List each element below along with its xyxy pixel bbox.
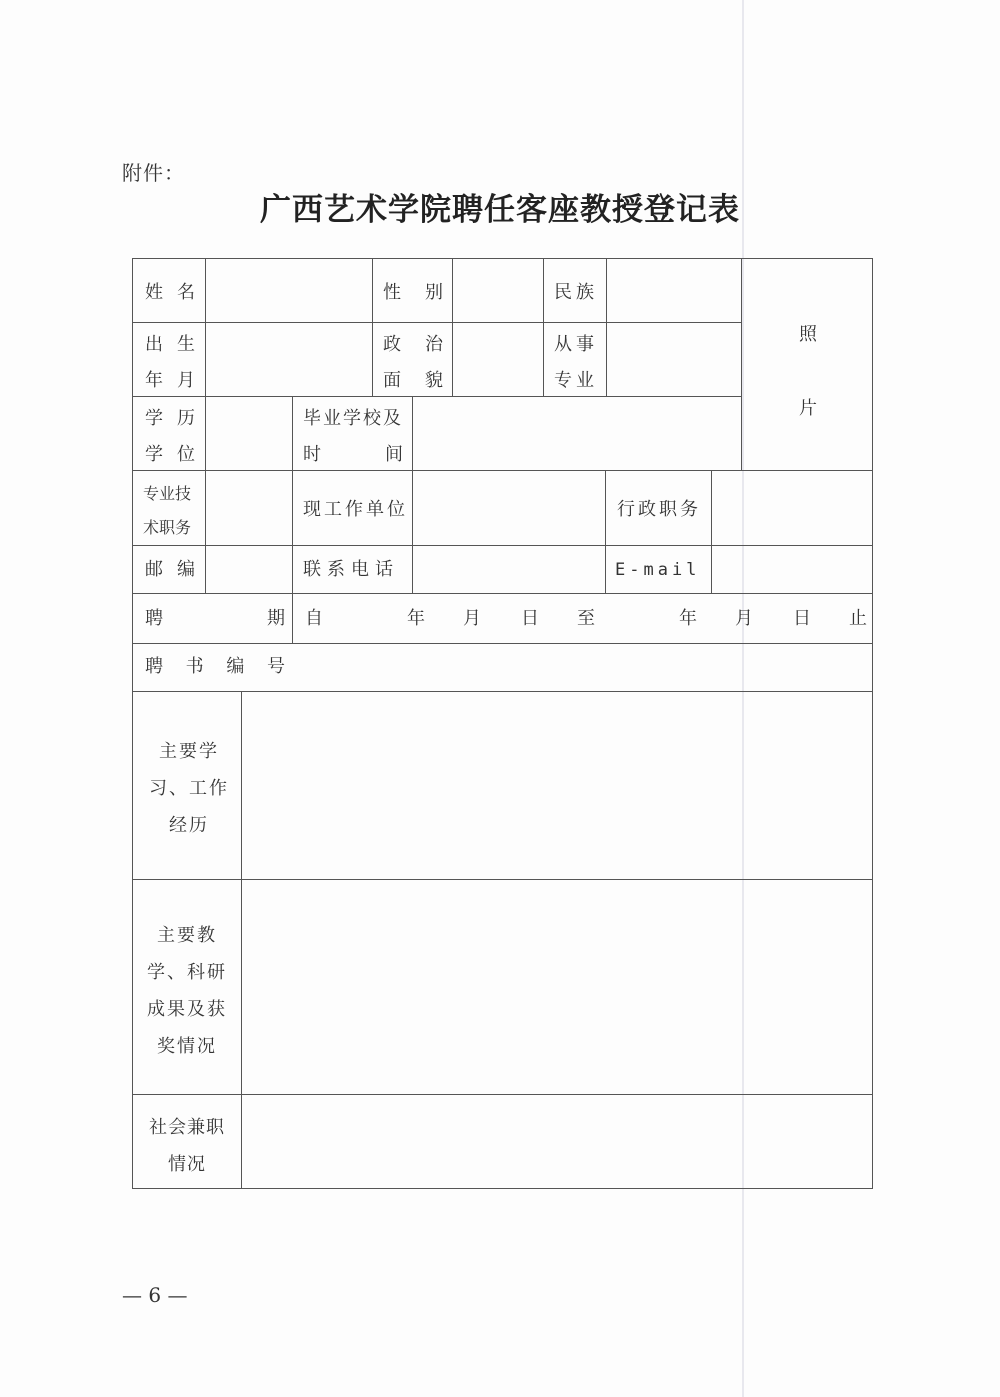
social-field[interactable]: [242, 1095, 872, 1188]
label-major-1: 从事: [554, 334, 598, 355]
label-admin-post: 行政职务: [617, 499, 701, 520]
gender-field[interactable]: [453, 259, 543, 322]
label-protitle-1: 专业技: [143, 484, 192, 503]
label-gender-1: 性: [383, 282, 401, 303]
label-birth-2: 生: [177, 334, 195, 355]
label-phone: 联系电话: [303, 559, 399, 580]
label-experience-2: 习、工作: [149, 778, 229, 799]
ethnicity-field[interactable]: [607, 259, 741, 322]
label-email: E-mail: [615, 560, 701, 580]
term-to: 至: [577, 608, 595, 629]
label-school-3: 间: [385, 444, 403, 465]
label-protitle-2: 术职务: [143, 518, 192, 537]
label-birth-1: 出: [145, 334, 163, 355]
label-birth-4: 月: [177, 370, 195, 391]
attachment-label: 附件：: [122, 161, 185, 185]
term-month-2: 月: [735, 608, 753, 629]
label-name-1: 姓: [145, 282, 163, 303]
term-year-1: 年: [407, 608, 425, 629]
label-ethnicity: 民族: [554, 282, 598, 303]
label-experience-3: 经历: [169, 815, 209, 836]
term-end: 止: [849, 608, 867, 629]
form-title: 广西艺术学院聘任客座教授登记表: [260, 192, 740, 228]
cert-number-field[interactable]: [293, 644, 872, 691]
term-year-2: 年: [679, 608, 697, 629]
term-day-2: 日: [793, 608, 811, 629]
label-term-2: 期: [267, 608, 285, 629]
name-field[interactable]: [206, 259, 372, 322]
label-edu-2: 历: [177, 408, 195, 429]
label-achieve-1: 主要教: [157, 925, 217, 946]
label-photo-2: 片: [799, 398, 817, 419]
label-postcode-1: 邮: [145, 559, 163, 580]
label-achieve-2: 学、科研: [147, 962, 227, 983]
label-experience-1: 主要学: [159, 741, 219, 762]
label-term-1: 聘: [145, 608, 163, 629]
label-workplace: 现工作单位: [303, 499, 408, 520]
label-political-2: 治: [425, 334, 443, 355]
label-school-2: 时: [303, 444, 321, 465]
registration-form: [132, 258, 873, 1189]
term-day-1: 日: [521, 608, 539, 629]
label-gender-2: 别: [425, 282, 443, 303]
label-cert-1: 聘: [145, 656, 163, 677]
label-major-2: 专业: [554, 370, 598, 391]
label-political-1: 政: [383, 334, 401, 355]
label-photo-1: 照: [799, 324, 817, 345]
label-political-4: 貌: [425, 370, 443, 391]
label-birth-3: 年: [145, 370, 163, 391]
label-achieve-3: 成果及获: [147, 999, 227, 1020]
label-achieve-4: 奖情况: [157, 1036, 217, 1057]
term-from: 自: [305, 608, 323, 629]
page-number: — 6 —: [122, 1283, 188, 1307]
label-cert-2: 书: [185, 656, 204, 677]
term-month-1: 月: [463, 608, 481, 629]
label-edu-1: 学: [145, 408, 163, 429]
experience-field[interactable]: [242, 692, 872, 879]
label-name-2: 名: [177, 282, 195, 303]
label-postcode-2: 编: [177, 559, 195, 580]
label-cert-4: 号: [266, 656, 285, 677]
label-political-3: 面: [383, 370, 401, 391]
label-cert-3: 编: [226, 656, 245, 677]
label-edu-4: 位: [177, 444, 195, 465]
label-school-1: 毕业学校及: [303, 408, 403, 429]
label-social-2: 情况: [168, 1154, 206, 1175]
label-edu-3: 学: [145, 444, 163, 465]
label-social-1: 社会兼职: [149, 1117, 225, 1138]
achievements-field[interactable]: [242, 880, 872, 1094]
